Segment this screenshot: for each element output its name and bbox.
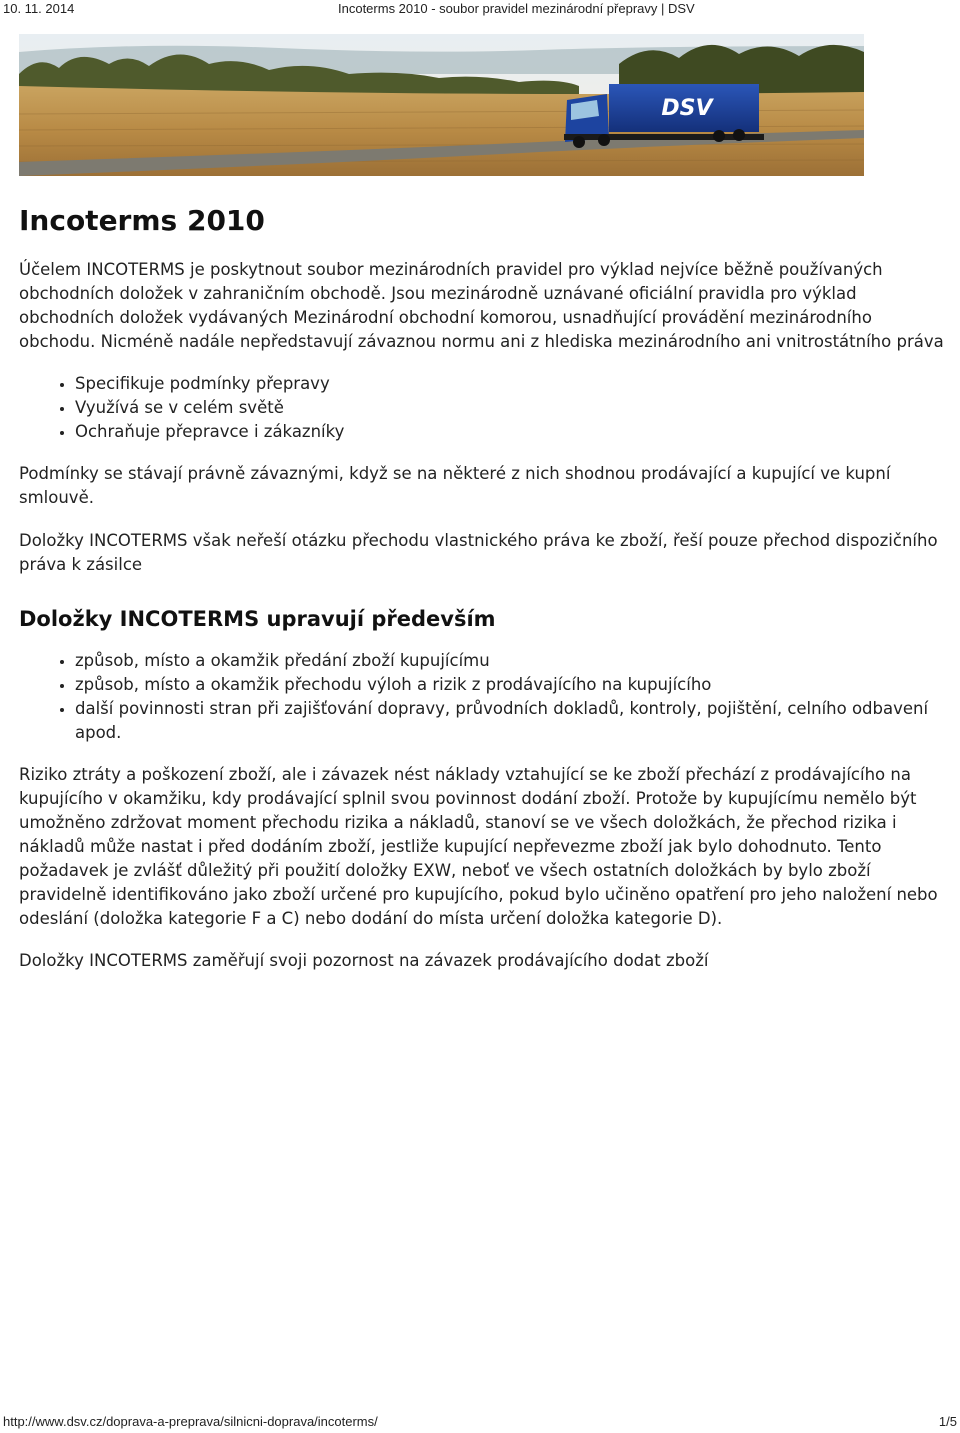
article: [19, 200, 949, 973]
binding-paragraph: Podmínky se stávají právně závaznými, když se na některé z nich shodnou prodávající a kupující ve kupní smlouvě.: [19, 464, 891, 507]
print-date: 10. 11. 2014: [3, 1, 75, 16]
print-header: [0, 0, 960, 18]
page-title: Incoterms 2010: [19, 204, 265, 237]
print-page-number: 1/5: [938, 1414, 957, 1429]
section-list: [19, 649, 949, 745]
section-heading: Doložky INCOTERMS upravují především: [19, 607, 496, 631]
ownership-paragraph: Doložky INCOTERMS však neřeší otázku přechodu vlastnického práva ke zboží, řeší pouze přechod dispozičního práva k zásilce: [19, 531, 938, 574]
list-item: • další povinnosti stran při zajišťování dopravy, průvodních dokladů, kontroly, pojištění, celního odbavení apod.: [75, 697, 949, 745]
print-footer: [0, 1412, 960, 1430]
list-item: • Využívá se v celém světě: [75, 396, 949, 420]
focus-paragraph: Doložky INCOTERMS zaměřují svoji pozornost na závazek prodávajícího dodat zboží: [19, 951, 709, 970]
features-list: [19, 372, 949, 444]
hero-image: [19, 34, 864, 176]
intro-paragraph: Účelem INCOTERMS je poskytnout soubor mezinárodních pravidel pro výklad nejvíce běžně používaných obchodních doložek v zahraničním obchodě. Jsou mezinárodně uznávané oficiální pravidla pro výklad obchodních doložek vydávaných Mezinárodní obchodní komorou, usnadňující provádění mezinárodního obchodu. Nicméně nadále nepředstavují závaznou normu ani z hlediska mezinárodního ani vnitrostátního práva: [19, 260, 944, 351]
list-item: • Specifikuje podmínky přepravy: [75, 372, 949, 396]
risk-paragraph: Riziko ztráty a poškození zboží, ale i závazek nést náklady vztahující se ke zboží přechází z prodávajícího na kupujícího v okamžiku, kdy prodávající splnil svou povinnost dodání zboží. Protože by kupujícímu nemělo být umožněno zdržovat moment přechodu rizika a nákladů, stanoví se ve všech doložkách, že přechod rizika i nákladů může nastat i před dodáním zboží, jestliže kupující nepřevezme zboží jak bylo dohodnuto. Tento požadavek je zvlášť důležitý při použití doložky EXW, neboť ve všech ostatních doložkách by bylo zboží pravidelně identifikováno jako zboží určené pro kupujícího, pokud bylo učiněno opatření pro jeho naložení nebo odeslání (doložka kategorie F a C) nebo dodání do místa určení doložka kategorie D).: [19, 765, 938, 928]
list-item: • způsob, místo a okamžik předání zboží kupujícímu: [75, 649, 949, 673]
print-page-title: Incoterms 2010 - soubor pravidel mezinárodní přepravy | DSV: [338, 1, 695, 16]
list-item: • Ochraňuje přepravce i zákazníky: [75, 420, 949, 444]
dsv-logo: DSV: [661, 96, 713, 121]
list-item: • způsob, místo a okamžik přechodu výloh a rizik z prodávajícího na kupujícího: [75, 673, 949, 697]
print-url: http://www.dsv.cz/doprava-a-preprava/silnicni-doprava/incoterms/: [3, 1414, 378, 1429]
